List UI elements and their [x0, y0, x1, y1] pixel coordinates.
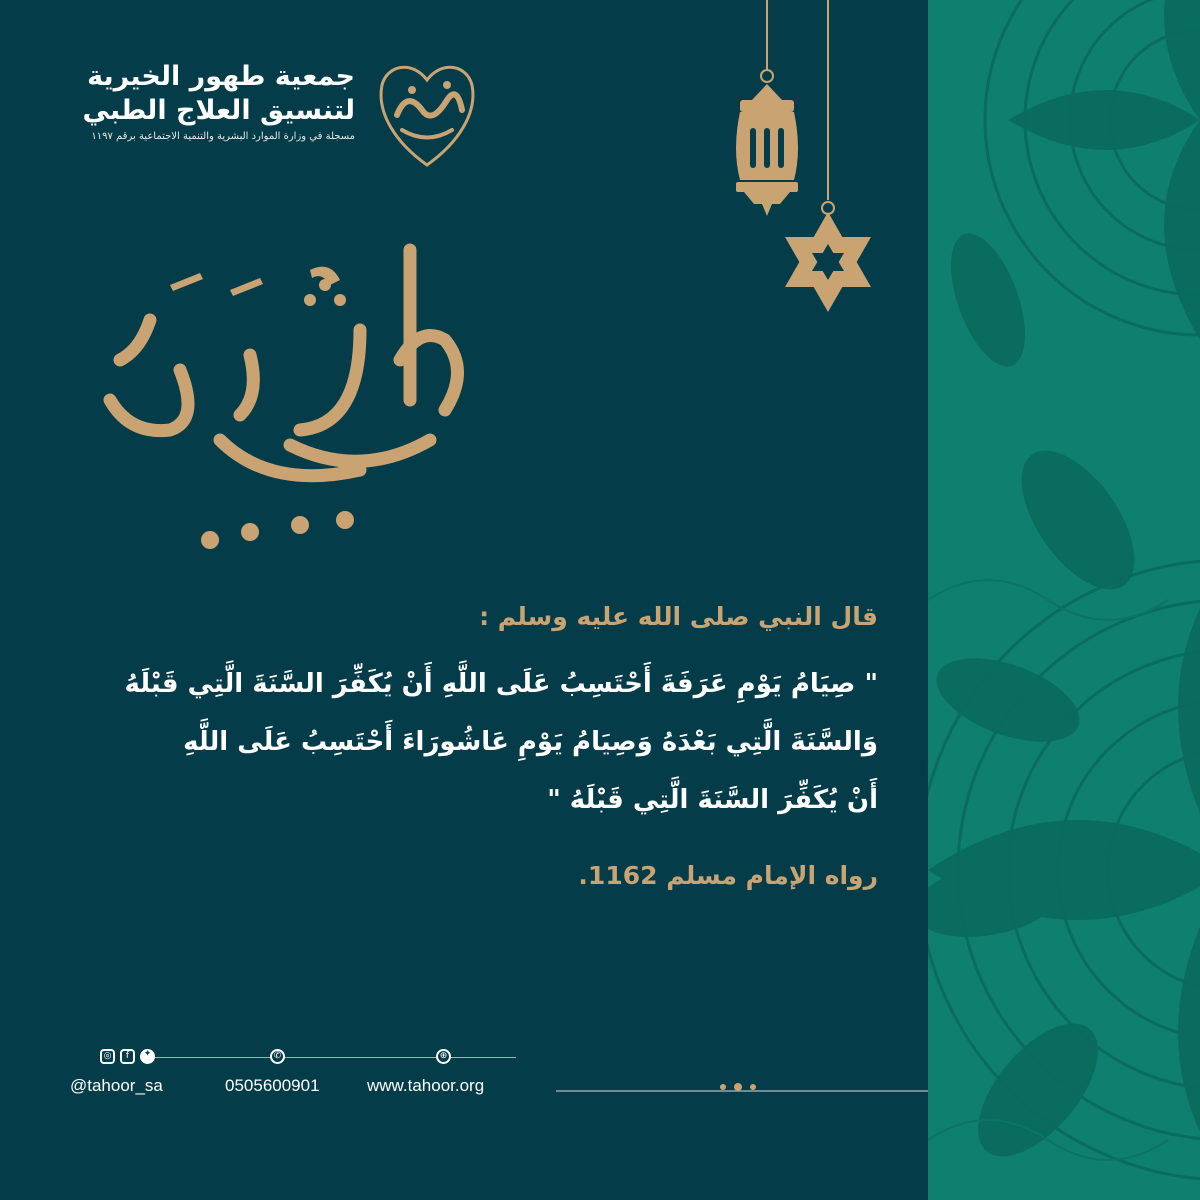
- hadith-intro: قال النبي صلى الله عليه وسلم :: [479, 602, 878, 631]
- hadith-line-1: " صِيَامُ يَوْمِ عَرَفَةَ أَحْتَسِبُ عَلَى اللَّهِ أَنْ يُكَفِّرَ السَّنَةَ الَّتِي قَبْلَهُ: [124, 669, 878, 699]
- hanging-lantern-icon: [710, 0, 890, 330]
- bottom-divider: [556, 1090, 928, 1092]
- organization-name: [83, 60, 355, 146]
- org-registration: مسجلة في وزارة الموارد البشرية والتنمية الاجتماعية برقم ١١٩٧: [91, 131, 355, 142]
- hadith-line-3: أَنْ يُكَفِّرَ السَّنَةَ الَّتِي قَبْلَهُ ": [547, 785, 878, 815]
- phone-number[interactable]: 0505600901: [225, 1076, 320, 1095]
- tahoor-logo-icon: [372, 55, 482, 175]
- footer-line: [148, 1057, 516, 1058]
- contact-footer: [70, 1040, 540, 1110]
- org-name-line1: جمعية طهور الخيرية: [87, 61, 355, 92]
- hadith-line-2: وَالسَّنَةَ الَّتِي بَعْدَهُ وَصِيَامُ يَوْمِ عَاشُورَاءَ أَحْتَسِبُ عَلَى اللَّهِ: [183, 727, 878, 757]
- instagram-icon[interactable]: ◎: [100, 1049, 115, 1064]
- ashura-calligraphy: [60, 230, 480, 560]
- globe-icon[interactable]: ⊕: [436, 1049, 451, 1064]
- website-link[interactable]: www.tahoor.org: [367, 1076, 485, 1095]
- twitter-icon[interactable]: ✦: [140, 1049, 155, 1064]
- whatsapp-icon[interactable]: ✆: [270, 1049, 285, 1064]
- org-name-line2: لتنسيق العلاج الطبي: [82, 95, 355, 126]
- facebook-icon[interactable]: f: [120, 1049, 135, 1064]
- hadith-source: رواه الإمام مسلم 1162.: [578, 861, 878, 890]
- social-handle[interactable]: @tahoor_sa: [70, 1076, 163, 1095]
- mandala-panel: [928, 0, 1200, 1200]
